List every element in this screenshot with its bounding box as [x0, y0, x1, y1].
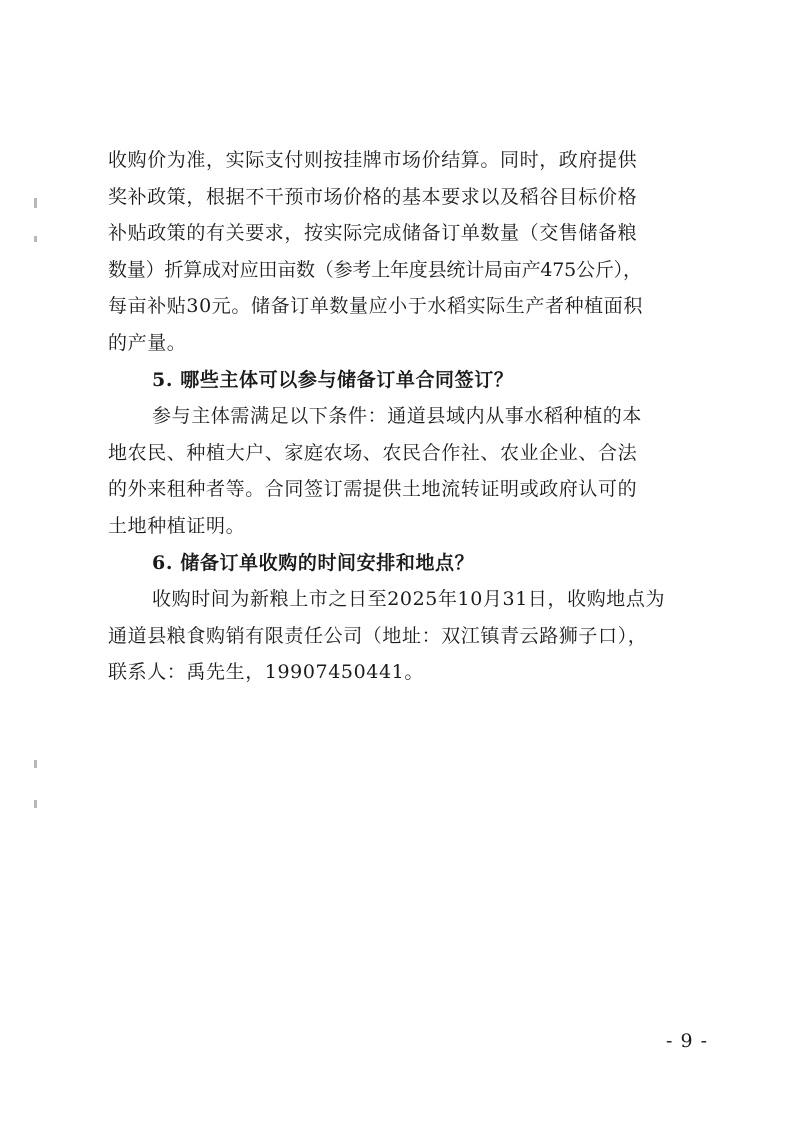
document-body — [108, 142, 693, 691]
page-number: - 9 - — [666, 1030, 709, 1052]
scan-margin-mark — [34, 236, 37, 242]
body-line: 每亩补贴30元。储备订单数量应小于水稻实际生产者种植面积 — [108, 295, 643, 318]
scan-margin-mark — [34, 760, 37, 768]
scan-margin-mark — [34, 800, 37, 808]
body-line: 土地种植证明。 — [108, 514, 246, 537]
body-line: 通道县粮食购销有限责任公司（地址：双江镇青云路狮子口）， — [108, 624, 648, 647]
body-line: 奖补政策，根据不干预市场价格的基本要求以及稻谷目标价格 — [108, 185, 638, 208]
section-heading-5: 5. 哪些主体可以参与储备订单合同签订？ — [152, 368, 514, 391]
body-line: 补贴政策的有关要求，按实际完成储备订单数量（交售储备粮 — [108, 222, 638, 245]
body-line: 地农民、种植大户、家庭农场、农民合作社、农业企业、合法 — [108, 441, 638, 464]
body-line: 的产量。 — [108, 331, 187, 354]
body-line: 联系人：禹先生，19907450441。 — [108, 661, 424, 684]
body-line: 参与主体需满足以下条件：通道县域内从事水稻种植的本 — [152, 405, 643, 428]
body-line: 的外来租种者等。合同签订需提供土地流转证明或政府认可的 — [108, 478, 638, 501]
body-line: 收购时间为新粮上市之日至2025年10月31日，收购地点为 — [152, 588, 666, 611]
section-heading-6: 6. 储备订单收购的时间安排和地点？ — [152, 551, 475, 574]
body-line: 收购价为准，实际支付则按挂牌市场价结算。同时，政府提供 — [108, 149, 638, 171]
body-line: 数量）折算成对应田亩数（参考上年度县统计局亩产475公斤）， — [108, 258, 642, 281]
scan-margin-mark — [34, 198, 37, 208]
